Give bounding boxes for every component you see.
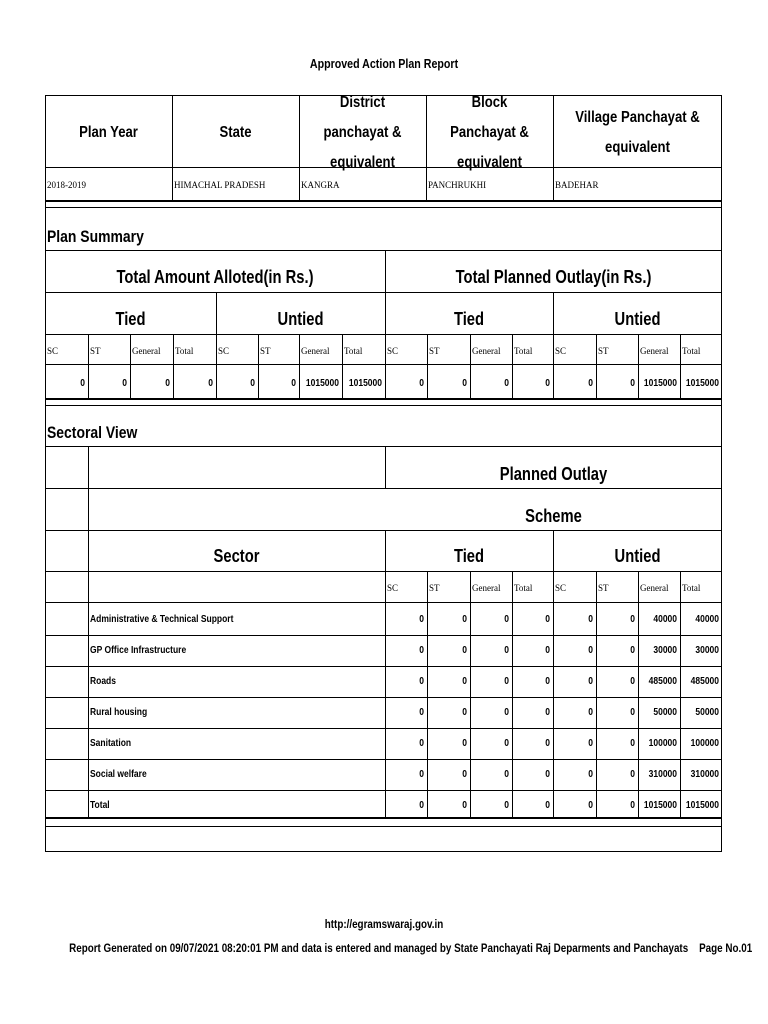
grid-line bbox=[427, 334, 428, 398]
grid-line bbox=[680, 334, 681, 398]
summary-value: 1015000 bbox=[348, 377, 382, 389]
summary-subheader: General bbox=[640, 346, 669, 356]
sector-value: 0 bbox=[462, 769, 467, 780]
grid-line bbox=[45, 571, 722, 572]
sector-value: 0 bbox=[419, 676, 424, 687]
sector-value: 0 bbox=[462, 676, 467, 687]
sector-value: 50000 bbox=[695, 707, 719, 718]
outlay-untied-label: Untied bbox=[614, 308, 661, 329]
summary-subheader: General bbox=[301, 346, 330, 356]
grid-line bbox=[88, 446, 89, 817]
sector-value: 40000 bbox=[653, 614, 677, 625]
sector-subheader: General bbox=[640, 583, 669, 593]
sector-value: 0 bbox=[462, 645, 467, 656]
sector-value: 50000 bbox=[653, 707, 677, 718]
sector-value: 0 bbox=[419, 738, 424, 749]
summary-subheader: SC bbox=[555, 346, 567, 356]
grid-line bbox=[512, 334, 513, 398]
sector-value: 0 bbox=[504, 800, 509, 811]
sector-value: 485000 bbox=[648, 676, 677, 687]
summary-subheader: General bbox=[132, 346, 161, 356]
grid-line bbox=[342, 334, 343, 398]
summary-value: 0 bbox=[630, 377, 635, 389]
grid-line bbox=[173, 334, 174, 398]
summary-value: 0 bbox=[250, 377, 255, 389]
sector-value: 0 bbox=[630, 645, 635, 656]
sector-value: 0 bbox=[462, 738, 467, 749]
sector-value: 0 bbox=[462, 800, 467, 811]
sector-value: 0 bbox=[504, 769, 509, 780]
sector-value: 0 bbox=[462, 707, 467, 718]
sector-value: 0 bbox=[545, 800, 550, 811]
grid-line bbox=[45, 666, 722, 667]
footer-page-number: Page No.01 bbox=[699, 941, 753, 955]
grid-line bbox=[45, 728, 722, 729]
sector-value: 0 bbox=[545, 769, 550, 780]
grid-line bbox=[470, 571, 471, 817]
summary-subheader: ST bbox=[260, 346, 271, 356]
sector-value: 100000 bbox=[690, 738, 719, 749]
sector-value: 0 bbox=[545, 738, 550, 749]
grid-line bbox=[553, 95, 554, 200]
sector-value: 0 bbox=[545, 676, 550, 687]
grid-line bbox=[45, 790, 722, 791]
grid-line bbox=[45, 826, 722, 827]
summary-value: 0 bbox=[545, 377, 550, 389]
footer-generated-text: Report Generated on 09/07/2021 08:20:01 PM and data is entered and managed by State Panchayati Raj Deparments and Panchayats bbox=[69, 941, 689, 955]
header-col-2: State bbox=[219, 124, 252, 141]
summary-value: 0 bbox=[291, 377, 296, 389]
sector-value: 310000 bbox=[690, 769, 719, 780]
summary-value: 1015000 bbox=[643, 377, 677, 389]
summary-subheader: ST bbox=[598, 346, 609, 356]
scheme-label: Scheme bbox=[525, 505, 582, 526]
grid-line bbox=[45, 697, 722, 698]
sector-value: 0 bbox=[630, 738, 635, 749]
footer-url[interactable]: http://egramswaraj.gov.in bbox=[324, 917, 444, 931]
summary-subheader: SC bbox=[47, 346, 59, 356]
sector-value: 0 bbox=[588, 800, 593, 811]
sector-value: 0 bbox=[504, 738, 509, 749]
grid-line bbox=[88, 334, 89, 398]
grid-line bbox=[216, 334, 217, 398]
grid-line bbox=[45, 817, 722, 819]
sector-untied-label: Untied bbox=[614, 545, 661, 566]
outlay-label: Total Planned Outlay(in Rs.) bbox=[455, 266, 652, 287]
header-value-2: HIMACHAL PRADESH bbox=[174, 180, 266, 190]
grid-line bbox=[470, 334, 471, 398]
grid-line bbox=[172, 95, 173, 200]
grid-line bbox=[596, 571, 597, 817]
grid-line bbox=[596, 334, 597, 398]
sector-value: 0 bbox=[588, 707, 593, 718]
summary-subheader: SC bbox=[387, 346, 399, 356]
summary-subheader: Total bbox=[175, 346, 194, 356]
sector-value: 0 bbox=[630, 676, 635, 687]
sector-name: Sanitation bbox=[90, 738, 132, 749]
summary-subheader: General bbox=[472, 346, 501, 356]
summary-value: 0 bbox=[80, 377, 85, 389]
grid-line bbox=[45, 602, 722, 603]
sector-name: Rural housing bbox=[90, 707, 148, 718]
sector-label: Sector bbox=[213, 545, 260, 566]
grid-line bbox=[426, 95, 427, 200]
sector-subheader: Total bbox=[682, 583, 701, 593]
grid-line bbox=[638, 334, 639, 398]
grid-line bbox=[45, 334, 722, 335]
grid-line bbox=[638, 571, 639, 817]
grid-line bbox=[45, 398, 722, 400]
grid-line bbox=[385, 530, 386, 817]
grid-line bbox=[299, 334, 300, 398]
sector-value: 310000 bbox=[648, 769, 677, 780]
sector-value: 0 bbox=[588, 769, 593, 780]
summary-subheader: SC bbox=[218, 346, 230, 356]
sector-value: 0 bbox=[504, 645, 509, 656]
sector-value: 0 bbox=[419, 800, 424, 811]
sector-value: 0 bbox=[545, 707, 550, 718]
sector-value: 0 bbox=[630, 769, 635, 780]
header-value-1: 2018-2019 bbox=[47, 180, 86, 190]
sector-subheader: Total bbox=[514, 583, 533, 593]
sector-value: 0 bbox=[419, 614, 424, 625]
grid-line bbox=[45, 488, 722, 489]
header-col-4: Block Panchayat & equivalent bbox=[450, 94, 529, 171]
sector-name: Total bbox=[90, 800, 110, 811]
header-col-1: Plan Year bbox=[79, 124, 138, 141]
allotted-label: Total Amount Alloted(in Rs.) bbox=[116, 266, 314, 287]
summary-subheader: ST bbox=[90, 346, 101, 356]
grid-line bbox=[553, 334, 554, 398]
summary-subheader: Total bbox=[514, 346, 533, 356]
header-value-3: KANGRA bbox=[301, 180, 340, 190]
header-value-5: BADEHAR bbox=[555, 180, 599, 190]
summary-value: 1015000 bbox=[305, 377, 339, 389]
sector-subheader: ST bbox=[429, 583, 440, 593]
grid-line bbox=[45, 405, 722, 406]
sector-value: 1015000 bbox=[685, 800, 719, 811]
sector-subheader: SC bbox=[387, 583, 399, 593]
grid-line bbox=[130, 334, 131, 398]
sector-value: 0 bbox=[588, 645, 593, 656]
grid-line bbox=[680, 571, 681, 817]
summary-value: 0 bbox=[208, 377, 213, 389]
sector-value: 0 bbox=[462, 614, 467, 625]
sector-value: 0 bbox=[588, 676, 593, 687]
grid-line bbox=[45, 364, 722, 365]
grid-line bbox=[299, 95, 300, 200]
outlay-tied-label: Tied bbox=[453, 308, 485, 329]
planned-outlay-label: Planned Outlay bbox=[499, 463, 608, 484]
footer-generated bbox=[69, 941, 753, 955]
sector-value: 0 bbox=[545, 645, 550, 656]
sector-subheader: ST bbox=[598, 583, 609, 593]
grid-line bbox=[385, 446, 386, 488]
sector-value: 0 bbox=[419, 645, 424, 656]
sector-value: 0 bbox=[504, 707, 509, 718]
sector-value: 0 bbox=[545, 614, 550, 625]
allotted-untied-label: Untied bbox=[277, 308, 324, 329]
sectoral-view-heading: Sectoral View bbox=[47, 423, 138, 442]
sector-name: Roads bbox=[90, 676, 116, 687]
grid-line bbox=[427, 571, 428, 817]
sector-name: Administrative & Technical Support bbox=[90, 614, 234, 625]
sector-value: 0 bbox=[588, 738, 593, 749]
sector-value: 1015000 bbox=[643, 800, 677, 811]
summary-value: 1015000 bbox=[685, 377, 719, 389]
grid-line bbox=[45, 292, 722, 293]
allotted-tied-label: Tied bbox=[115, 308, 146, 329]
summary-value: 0 bbox=[165, 377, 170, 389]
sector-tied-label: Tied bbox=[453, 545, 485, 566]
sector-value: 0 bbox=[630, 800, 635, 811]
summary-subheader: Total bbox=[682, 346, 701, 356]
summary-value: 0 bbox=[122, 377, 127, 389]
summary-subheader: ST bbox=[429, 346, 440, 356]
sector-value: 0 bbox=[419, 769, 424, 780]
summary-value: 0 bbox=[419, 377, 424, 389]
sector-value: 0 bbox=[504, 614, 509, 625]
grid-line bbox=[258, 334, 259, 398]
summary-value: 0 bbox=[504, 377, 509, 389]
sector-value: 0 bbox=[630, 614, 635, 625]
grid-line bbox=[45, 635, 722, 636]
sector-name: Social welfare bbox=[90, 769, 147, 780]
summary-subheader: Total bbox=[344, 346, 363, 356]
summary-value: 0 bbox=[588, 377, 593, 389]
report-title: Approved Action Plan Report bbox=[309, 56, 459, 71]
grid-line bbox=[45, 446, 722, 447]
plan-summary-heading: Plan Summary bbox=[47, 227, 144, 246]
grid-line bbox=[45, 167, 722, 168]
grid-line bbox=[385, 334, 386, 398]
sector-value: 485000 bbox=[690, 676, 719, 687]
grid-line bbox=[45, 250, 722, 251]
grid-line bbox=[45, 530, 722, 531]
sector-value: 30000 bbox=[653, 645, 677, 656]
sector-subheader: SC bbox=[555, 583, 567, 593]
sector-value: 100000 bbox=[648, 738, 677, 749]
grid-line bbox=[45, 207, 722, 208]
sector-value: 40000 bbox=[695, 614, 719, 625]
sector-value: 0 bbox=[588, 614, 593, 625]
header-value-4: PANCHRUKHI bbox=[428, 180, 487, 190]
sector-name: GP Office Infrastructure bbox=[90, 645, 187, 656]
grid-line bbox=[45, 200, 722, 202]
grid-line bbox=[553, 571, 554, 817]
grid-line bbox=[45, 759, 722, 760]
grid-line bbox=[512, 571, 513, 817]
header-col-3: District panchayat & equivalent bbox=[323, 94, 402, 171]
sector-value: 0 bbox=[419, 707, 424, 718]
sector-value: 0 bbox=[504, 676, 509, 687]
sector-value: 0 bbox=[630, 707, 635, 718]
sector-subheader: General bbox=[472, 583, 501, 593]
sector-value: 30000 bbox=[695, 645, 719, 656]
header-col-5: Village Panchayat & equivalent bbox=[575, 109, 700, 156]
summary-value: 0 bbox=[462, 377, 467, 389]
